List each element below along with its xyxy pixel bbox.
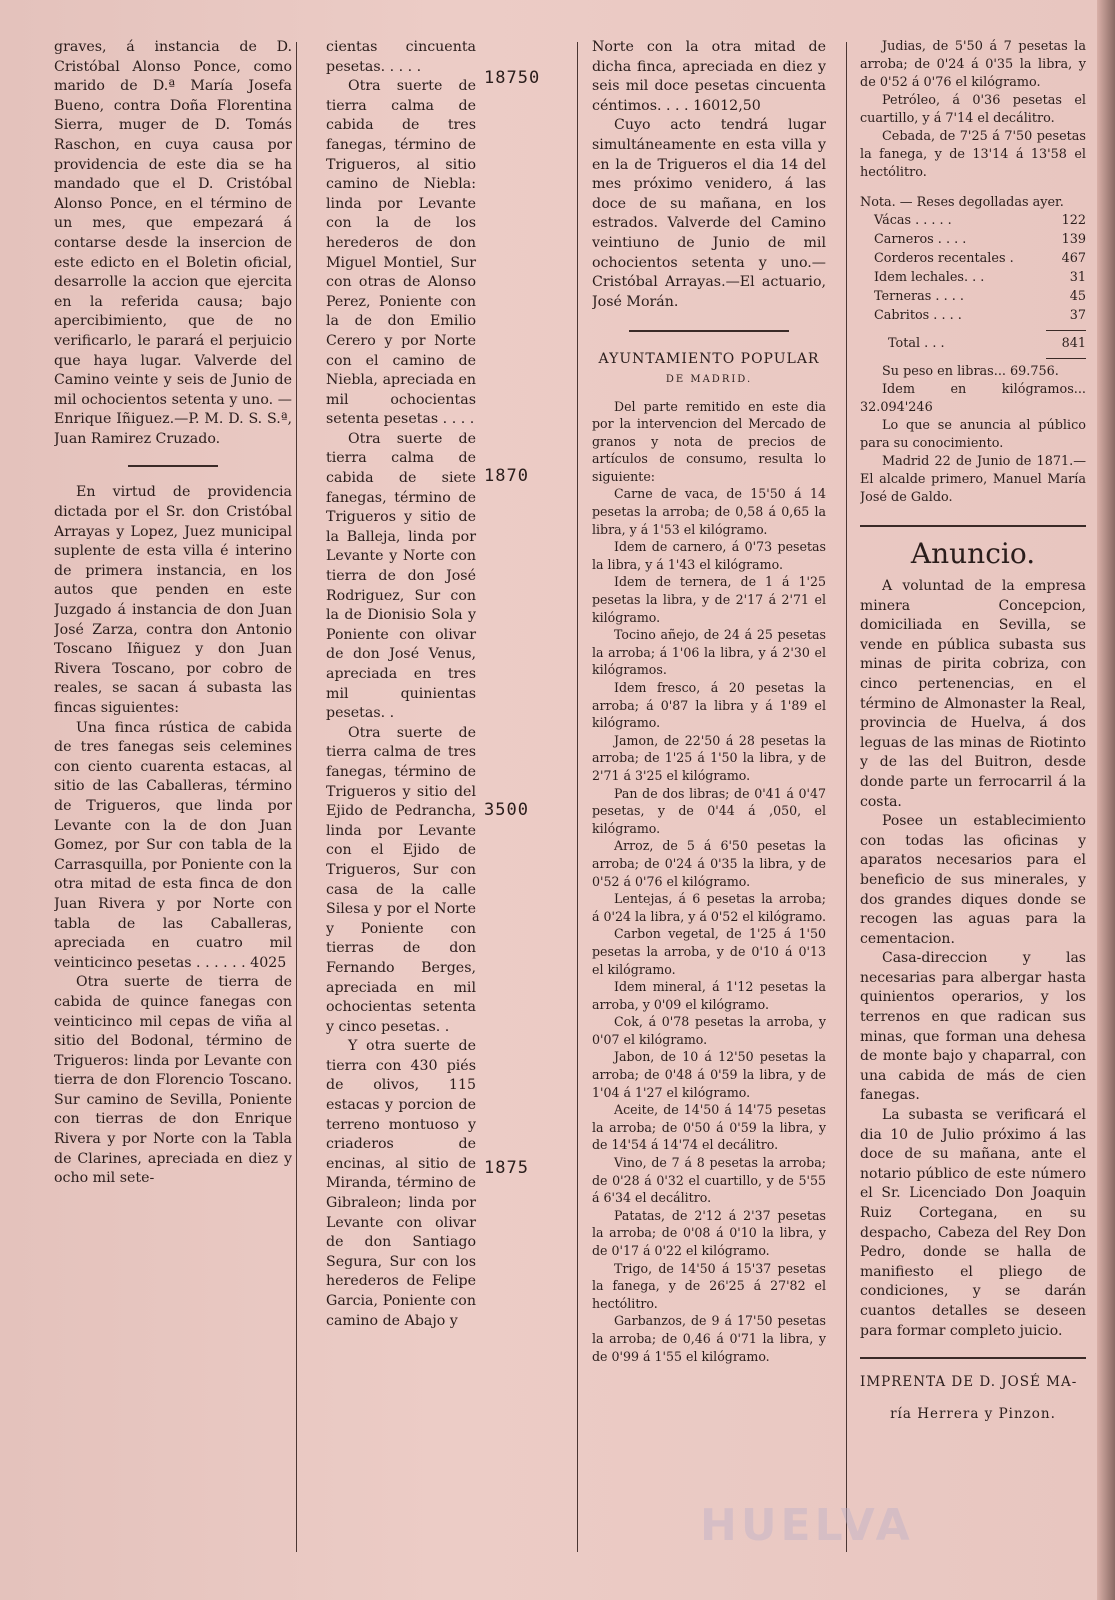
weight-pounds: Su peso en libras... 69.756.: [882, 364, 1059, 379]
price-item: Tocino añejo, de 24 á 25 pesetas la arroba; á 1'06 la libra, y á 2'30 el kilógramos.: [592, 627, 826, 678]
weight-kilos: Idem en kilógramos... 32.094'246: [860, 382, 1086, 415]
row-value: 467: [1061, 251, 1086, 266]
column-rule: [577, 42, 578, 1552]
row-value: 139: [1061, 232, 1086, 247]
auction-date: Cuyo acto tendrá lugar simultáneamente en esta villa y en la de Trigueros el dia 14 del mes próximo venidero, á las doce de su mañana, en los estrados. Valverde del Camino veintiuno de Junio de mil ochocientos setenta y uno.—Cristóbal Arrayas.—El actuario, José Morán.: [592, 117, 826, 310]
separator: [629, 330, 789, 332]
total-label: Total . . .: [888, 336, 945, 351]
price-item: Garbanzos, de 9 á 17'50 pesetas la arroba; de 0,46 á 0'71 la libra, y de 0'99 á 1'55 el kilógramo.: [592, 1313, 826, 1364]
price-item: Judias, de 5'50 á 7 pesetas la arroba; de 0'24 á 0'35 la libra, y de 0'52 á 0'76 el kilógramo.: [860, 39, 1086, 90]
table-row: [860, 307, 1086, 326]
property-6-cont: Norte con la otra mitad de dicha finca, apreciada en diez y seis mil doce pesetas cincuenta céntimos. . . . 16012,50: [592, 39, 826, 114]
price-item: Idem mineral, á 1'12 pesetas la arroba, y 0'09 el kilógramo.: [592, 979, 826, 1012]
property-3: Otra suerte de tierra calma de cabida de tres fanegas, término de Trigueros, al sitio camino de Niebla: linda por Levante con la de los herederos de don Miguel Montiel, Sur con otras de Alonso Perez, Poniente con la de don Emilio Cerero y por Norte con el camino de Niebla, apreciada en mil ochocientas setenta pesetas . . . .: [326, 78, 476, 428]
separator: [128, 465, 218, 467]
price-item: Idem fresco, á 20 pesetas la arroba; á 0'87 la libra y á 1'89 el kilógramo.: [592, 680, 826, 731]
property-6: Y otra suerte de tierra con 430 piés de olivos, 115 estacas y porcion de terreno montuoso y criaderos de encinas, al sitio de Miranda, término de Gibraleon; linda por Levante con olivar de don Santiago Segura, Sur con los herederos de Felipe Garcia, Poniente con camino de Abajo y: [326, 1038, 476, 1329]
row-value: 37: [1069, 308, 1086, 323]
property-5: Otra suerte de tierra calma de tres fanegas, término de Trigueros y sitio del Ejido de Pedrancha, linda por Levante con el Ejido de Trigueros, Sur con casa de la calle Silesa y por el Norte y Poniente con tierras de don Fernando Berges, apreciada en mil ochocientas setenta y cinco pesetas. .: [326, 724, 476, 1035]
price-item: Pan de dos libras; de 0'41 á 0'47 pesetas, y de 0'44 á ,050, el kilógramo.: [592, 785, 826, 836]
price-item: Carne de vaca, de 15'50 á 14 pesetas la arroba; de 0,58 á 0,65 la libra, y á 1'53 el kilógramo.: [592, 486, 826, 537]
price-value: 1875: [484, 1158, 529, 1178]
total-rule: [1046, 358, 1086, 359]
price-intro: Del parte remitido en este dia por la intervencion del Mercado de granos y nota de precios de artículos de consumo, resulta lo siguiente:: [592, 398, 826, 484]
price-item: Idem de carnero, á 0'73 pesetas la libra, y á 1'43 el kilógramo.: [592, 539, 826, 572]
price-value: 18750: [484, 68, 541, 88]
price-item: Lentejas, á 6 pesetas la arroba; á 0'24 la libra, y á 0'52 el kilógramo.: [592, 891, 826, 924]
library-watermark: HUELVA: [700, 1500, 914, 1551]
price-item: Jamon, de 22'50 á 28 pesetas la arroba; de 1'25 á 1'50 la libra, y de 2'71 á 3'25 el kilógramo.: [592, 732, 826, 783]
total-row: [860, 335, 1086, 354]
row-label: Corderos recentales .: [874, 251, 1014, 266]
announcement-note: Lo que se anuncia al público para su conocimiento.: [860, 418, 1086, 451]
table-row: [860, 288, 1086, 307]
column-3: [592, 38, 826, 1365]
total-value: 841: [1061, 336, 1086, 351]
property-1: Una finca rústica de cabida de tres fanegas seis celemines con ciento cuarenta estacas, al sitio de las Caballeras, término de Trigueros, que linda por Levante con la de don Juan Gomez, por Sur con tabla de la Carrasquilla, por Poniente con la otra mitad de esta finca de don Juan Rivera y por Norte con tabla de las Caballeras, apreciada en cuatro mil veinticinco pesetas . . . . . . 4025: [54, 719, 292, 971]
price-item: Patatas, de 2'12 á 2'37 pesetas la arroba; de 0'08 á 0'10 la libra, y de 0'17 á 0'22 el kilógramo.: [592, 1207, 826, 1258]
separator: [860, 1357, 1086, 1359]
edict-text: graves, á instancia de D. Cristóbal Alonso Ponce, como marido de D.ª María Josefa Bueno, contra Doña Florentina Sierra, muger de D. Tomás Raschon, en cuya causa por providencia de este dia se ha mandado que el D. Cristóbal Alonso Ponce, en el término de un mes, que empezará á contarse desde la insercion de este edicto en el Boletin oficial, desarrolle la accion que ejercita en la referida causa; bajo apercibimiento, que de no verificarlo, le parará el perjuicio que haya lugar. Valverde del Camino veinte y seis de Junio de mil ochocientos setenta y uno. —Enrique Iñiguez.—P. M. D. S. S.ª, Juan Ramirez Cruzado.: [54, 39, 292, 447]
section-subheading: DE MADRID.: [665, 373, 753, 385]
price-item: Carbon vegetal, de 1'25 á 1'50 pesetas la arroba, y de 0'10 á 0'13 el kilógramo.: [592, 926, 826, 977]
section-heading: AYUNTAMIENTO POPULAR: [598, 351, 820, 368]
column-4: [860, 38, 1086, 1423]
price-item: Jabon, de 10 á 12'50 pesetas la arroba; de 0'48 á 0'59 la libra, y de 1'04 á 1'27 el kilógramo.: [592, 1049, 826, 1100]
row-label: Cabritos . . . .: [874, 308, 962, 323]
table-row: [860, 212, 1086, 231]
anuncio-p2: Posee un establecimiento con todas las oficinas y aparatos necesarios para el beneficio de sus minerales, y dos grandes diques donde se recogen las aguas para la cementacion.: [860, 813, 1086, 947]
page-edge: [1097, 0, 1115, 1600]
printer-line-1: IMPRENTA DE D. JOSÉ MA-: [860, 1374, 1078, 1391]
row-label: Terneras . . . .: [874, 289, 964, 304]
column-rule: [846, 42, 847, 1552]
signature: Madrid 22 de Junio de 1871.—El alcalde primero, Manuel María José de Galdo.: [860, 454, 1086, 505]
row-label: Idem lechales. . .: [874, 270, 985, 285]
property-2-cont: cientas cincuenta pesetas. . . . .: [326, 39, 476, 75]
price-value: 1870: [484, 466, 529, 486]
anuncio-p4: La subasta se verificará el dia 10 de Julio próximo á las doce de su mañana, ante el notario público de este número el Sr. Licenciado Don Joaquin Ruiz Cortegana, en su despacho, Cabeza del Rey Don Pedro, donde se halla de manifiesto el pliego de condiciones, y se darán cuantos detalles se deseen para formar completo juicio.: [860, 1107, 1086, 1339]
table-row: [860, 231, 1086, 250]
price-item: Aceite, de 14'50 á 14'75 pesetas la arroba; de 0'50 á 0'59 la libra, y de 14'54 á 14'74 el decálitro.: [592, 1102, 826, 1153]
price-item: Idem de ternera, de 1 á 1'25 pesetas la libra, y de 2'17 á 2'71 el kilógramo.: [592, 574, 826, 625]
price-item: Petróleo, á 0'36 pesetas el cuartillo, y á 7'14 el decálitro.: [860, 93, 1086, 126]
table-row: [860, 269, 1086, 288]
row-value: 45: [1069, 289, 1086, 304]
price-item: Vino, de 7 á 8 pesetas la arroba; de 0'28 á 0'32 el cuartillo, y de 5'55 á 6'34 el decálitro.: [592, 1155, 826, 1206]
table-row: [860, 250, 1086, 269]
price-list-cont: [860, 38, 1086, 182]
row-label: Vácas . . . . .: [874, 213, 952, 228]
anuncio-p3: Casa-direccion y las necesarias para albergar hasta quinientos operarios, y los terrenos en que radican sus minas, que forman una dehesa de monte bajo y chaparral, con una cabida de más de cien fanegas.: [860, 950, 1086, 1104]
printer-line-2: ría Herrera y Pinzon.: [890, 1406, 1056, 1423]
price-item: Cebada, de 7'25 á 7'50 pesetas la fanega, y de 13'14 á 13'58 el hectólitro.: [860, 129, 1086, 180]
column-1: [54, 38, 292, 1189]
row-value: 122: [1061, 213, 1086, 228]
row-label: Carneros . . . .: [874, 232, 967, 247]
separator: [860, 525, 1086, 527]
anuncio-title: Anuncio.: [910, 537, 1036, 570]
auction-intro: En virtud de providencia dictada por el Sr. don Cristóbal Arrayas y Lopez, Juez municipal suplente de esta villa é interino de primera instancia, en los autos que penden en este Juzgado á instancia de don Juan José Zarza, contra don Antonio Toscano Iñiguez y don Juan Rivera Toscano, por cobro de reales, se sacan á subasta las fincas siguientes:: [54, 484, 292, 716]
price-item: Trigo, de 14'50 á 15'37 pesetas la fanega, y de 26'25 á 27'82 el hectólitro.: [592, 1260, 826, 1311]
property-2: Otra suerte de tierra de cabida de quince fanegas con veinticinco mil cepas de viña al sitio del Bodonal, término de Trigueros: linda por Levante con tierra de don Florencio Toscano. Sur camino de Sevilla, Poniente con tierras de don Enrique Rivera y por Norte con la Tabla de Clarines, apreciada en diez y ocho mil sete-: [54, 974, 292, 1187]
column-2: [326, 38, 552, 1331]
total-rule: [1046, 330, 1086, 331]
price-value: 3500: [484, 800, 529, 820]
anuncio-p1: A voluntad de la empresa minera Concepcion, domiciliada en Sevilla, se vende en pública subasta sus minas de pirita cobriza, con cinco pertenencias, en el término de Almonaster la Real, provincia de Huelva, á dos leguas de las minas de Riotinto y de las del Buitron, desde donde parte un ferrocarril á la costa.: [860, 578, 1086, 810]
property-4: Otra suerte de tierra calma de cabida de siete fanegas, término de Trigueros y sitio de la Balleja, linda por Levante y Norte con tierra de don José Rodriguez, Sur con la de Dionisio Sola y Poniente con olivar de don José Venus, apreciada en tres mil quinientas pesetas. .: [326, 430, 476, 722]
price-item: Arroz, de 5 á 6'50 pesetas la arroba; de 0'24 á 0'35 la libra, y de 0'52 á 0'76 el kilógramo.: [592, 838, 826, 889]
slaughter-table: [860, 212, 1086, 326]
nota-heading: Nota. — Reses degolladas ayer.: [860, 195, 1064, 210]
price-item: Cok, á 0'78 pesetas la arroba, y 0'07 el kilógramo.: [592, 1014, 826, 1047]
column-rule: [296, 42, 297, 1552]
row-value: 31: [1069, 270, 1086, 285]
price-list: [592, 398, 826, 1366]
